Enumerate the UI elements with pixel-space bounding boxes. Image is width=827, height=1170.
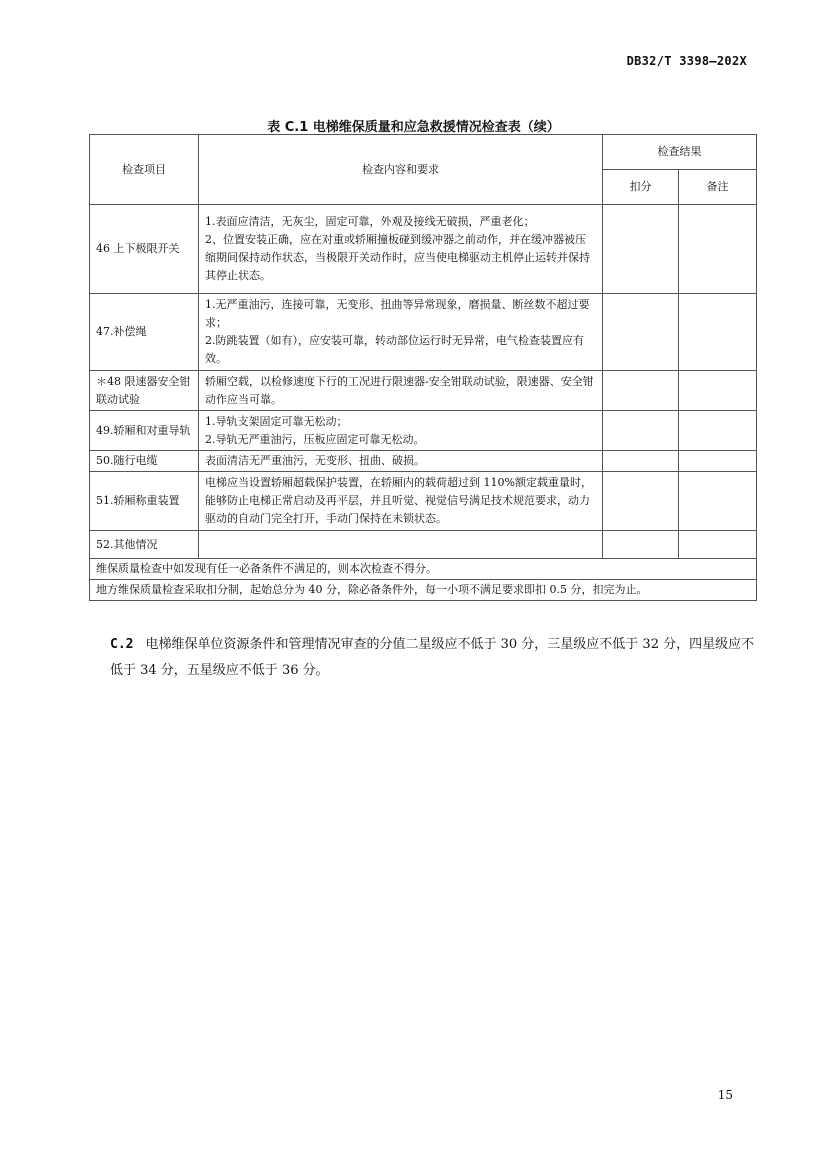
table-title: 表 C.1 电梯维保质量和应急救援情况检查表（续） [267, 120, 560, 135]
row-content: 电梯应当设置轿厢超载保护装置，在轿厢内的载荷超过到 110%额定载重量时，能够防止电梯正常启动及再平层，并且听觉、视觉信号满足技术规范要求，动力驱动的自动门完全打开，手动门保持在未锁状态。 [199, 472, 603, 531]
table-row [90, 472, 757, 531]
row-item: 51.轿厢称重装置 [90, 472, 199, 531]
document-code: DB32/T 3398—202X [626, 54, 747, 68]
row-deduct-cell [603, 411, 679, 451]
row-remark-cell [679, 472, 757, 531]
row-content [199, 531, 603, 559]
row-content: 表面清洁无严重油污，无变形、扭曲、破损。 [199, 451, 603, 472]
table-row [90, 531, 757, 559]
header-result: 检查结果 [603, 135, 757, 170]
row-item: 49.轿厢和对重导轨 [90, 411, 199, 451]
row-content: 1.导轨支架固定可靠无松动； 2.导轨无严重油污，压板应固定可靠无松动。 [199, 411, 603, 451]
row-content: 轿厢空载，以检修速度下行的工况进行限速器-安全钳联动试验，限速器、安全钳动作应当可靠。 [199, 371, 603, 411]
row-deduct-cell [603, 472, 679, 531]
clause-text: 电梯维保单位资源条件和管理情况审查的分值二星级应不低于 30 分，三星级应不低于 32 分，四星级应不低于 34 分，五星级应不低于 36 分。 [110, 637, 755, 678]
table-row [90, 371, 757, 411]
clause-number: C.2 [110, 637, 134, 652]
row-item: 52.其他情况 [90, 531, 199, 559]
header-remark: 备注 [679, 170, 757, 205]
table-row [90, 411, 757, 451]
row-remark-cell [679, 294, 757, 371]
row-remark-cell [679, 371, 757, 411]
inspection-table [89, 134, 757, 601]
row-item: 50.随行电缆 [90, 451, 199, 472]
row-deduct-cell [603, 205, 679, 294]
row-remark-cell [679, 411, 757, 451]
table-row [90, 451, 757, 472]
row-content: 1.表面应清洁，无灰尘，固定可靠，外观及接线无破损，严重老化； 2、位置安装正确，应在对重或轿厢撞板碰到缓冲器之前动作，并在缓冲器被压缩期间保持动作状态，当极限开关动作时，应当使电梯驱动主机停止运转并保持其停止状态。 [199, 205, 603, 294]
row-content: 1.无严重油污，连接可靠，无变形、扭曲等异常现象，磨损量、断丝数不超过要求； 2.防跳装置（如有），应安装可靠，转动部位运行时无异常，电气检查装置应有效。 [199, 294, 603, 371]
row-deduct-cell [603, 294, 679, 371]
clause-paragraph [110, 632, 760, 684]
table-note-row [90, 580, 757, 601]
row-remark-cell [679, 451, 757, 472]
row-remark-cell [679, 531, 757, 559]
table-note: 地方维保质量检查采取扣分制，起始总分为 40 分，除必备条件外，每一小项不满足要求即扣 0.5 分，扣完为止。 [90, 580, 757, 601]
row-remark-cell [679, 205, 757, 294]
table-note-row [90, 559, 757, 580]
table-row [90, 205, 757, 294]
row-deduct-cell [603, 531, 679, 559]
header-content: 检查内容和要求 [199, 135, 603, 205]
table-note: 维保质量检查中如发现有任一必备条件不满足的，则本次检查不得分。 [90, 559, 757, 580]
header-item: 检查项目 [90, 135, 199, 205]
row-item: ＊48 限速器安全钳联动试验 [90, 371, 199, 411]
table-row [90, 294, 757, 371]
row-deduct-cell [603, 371, 679, 411]
row-item: 47.补偿绳 [90, 294, 199, 371]
page-number: 15 [717, 1088, 733, 1102]
row-deduct-cell [603, 451, 679, 472]
header-deduct: 扣分 [603, 170, 679, 205]
row-item: 46 上下极限开关 [90, 205, 199, 294]
